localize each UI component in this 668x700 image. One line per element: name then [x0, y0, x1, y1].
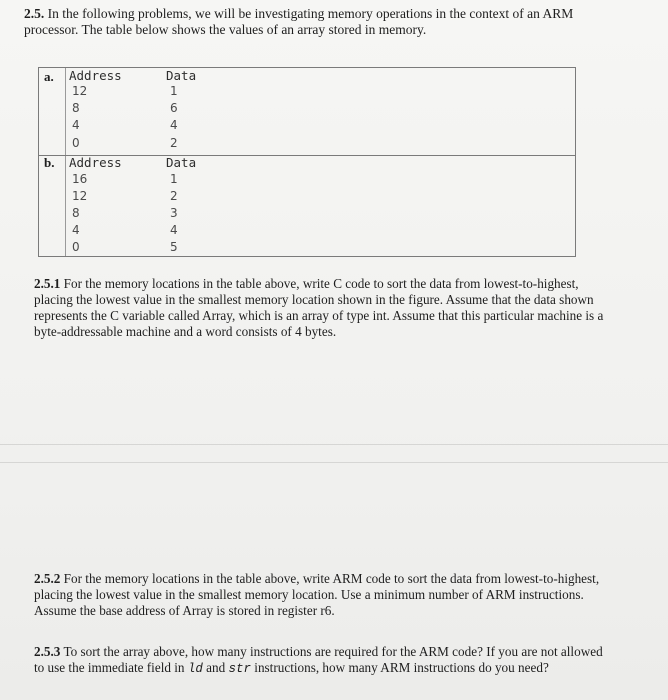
question-text: instructions, how many ARM instructions do you need? [254, 660, 549, 675]
data-cell: 1 [170, 84, 178, 98]
memory-table [38, 67, 576, 257]
question-number: 2.5.1 [34, 276, 61, 291]
intro-number: 2.5. [24, 6, 45, 21]
intro-paragraph [24, 6, 624, 38]
data-header: Data [166, 155, 197, 170]
address-cell: 12 [72, 189, 88, 203]
address-cell: 4 [72, 118, 80, 132]
data-cell: 5 [170, 240, 178, 254]
data-cell: 2 [170, 136, 178, 150]
question-text: To sort the array above, how many instructions are required for the ARM code? If you are not allowed to use the immediate field in [34, 644, 603, 675]
question-number: 2.5.2 [34, 571, 61, 586]
data-cell: 1 [170, 172, 178, 186]
address-cell: 0 [72, 240, 80, 254]
section-label: b. [44, 155, 55, 170]
question-number: 2.5.3 [34, 644, 61, 659]
table-section-a [39, 68, 575, 156]
address-cell: 0 [72, 136, 80, 150]
table-section-b [39, 155, 575, 257]
address-header: Address [69, 68, 122, 83]
data-cell: 6 [170, 101, 178, 115]
code-str: str [228, 662, 251, 676]
data-cell: 2 [170, 189, 178, 203]
question-text: and [206, 660, 226, 675]
address-cell: 8 [72, 206, 80, 220]
address-cell: 8 [72, 101, 80, 115]
question-2-5-2 [34, 571, 614, 619]
data-header: Data [166, 68, 197, 83]
page-divider [0, 444, 668, 445]
question-text: For the memory locations in the table above, write ARM code to sort the data from lowest-to-highest, placing the lowest value in the smallest memory location. Use a minimum number of ARM instructions. Assume the base address of Array is stored in register r6. [34, 571, 600, 618]
data-cell: 4 [170, 223, 178, 237]
question-2-5-3 [34, 644, 614, 677]
address-header: Address [69, 155, 122, 170]
question-text: For the memory locations in the table above, write C code to sort the data from lowest-to-highest, placing the lowest value in the smallest memory location shown in the figure. Assume that the data shown represents the C variable called Array, which is an array of type int. Assume that this particular machine is a byte-addressable machine and a word consists of 4 bytes. [34, 276, 604, 339]
section-label: a. [44, 69, 54, 84]
address-cell: 16 [72, 172, 88, 186]
page-divider [0, 462, 668, 463]
data-cell: 4 [170, 118, 178, 132]
question-2-5-1 [34, 276, 614, 340]
address-cell: 4 [72, 223, 80, 237]
data-cell: 3 [170, 206, 178, 220]
code-ld: ld [187, 662, 203, 676]
address-cell: 12 [72, 84, 88, 98]
intro-text: In the following problems, we will be investigating memory operations in the context of an ARM processor. The table below shows the values of an array stored in memory. [24, 6, 574, 37]
